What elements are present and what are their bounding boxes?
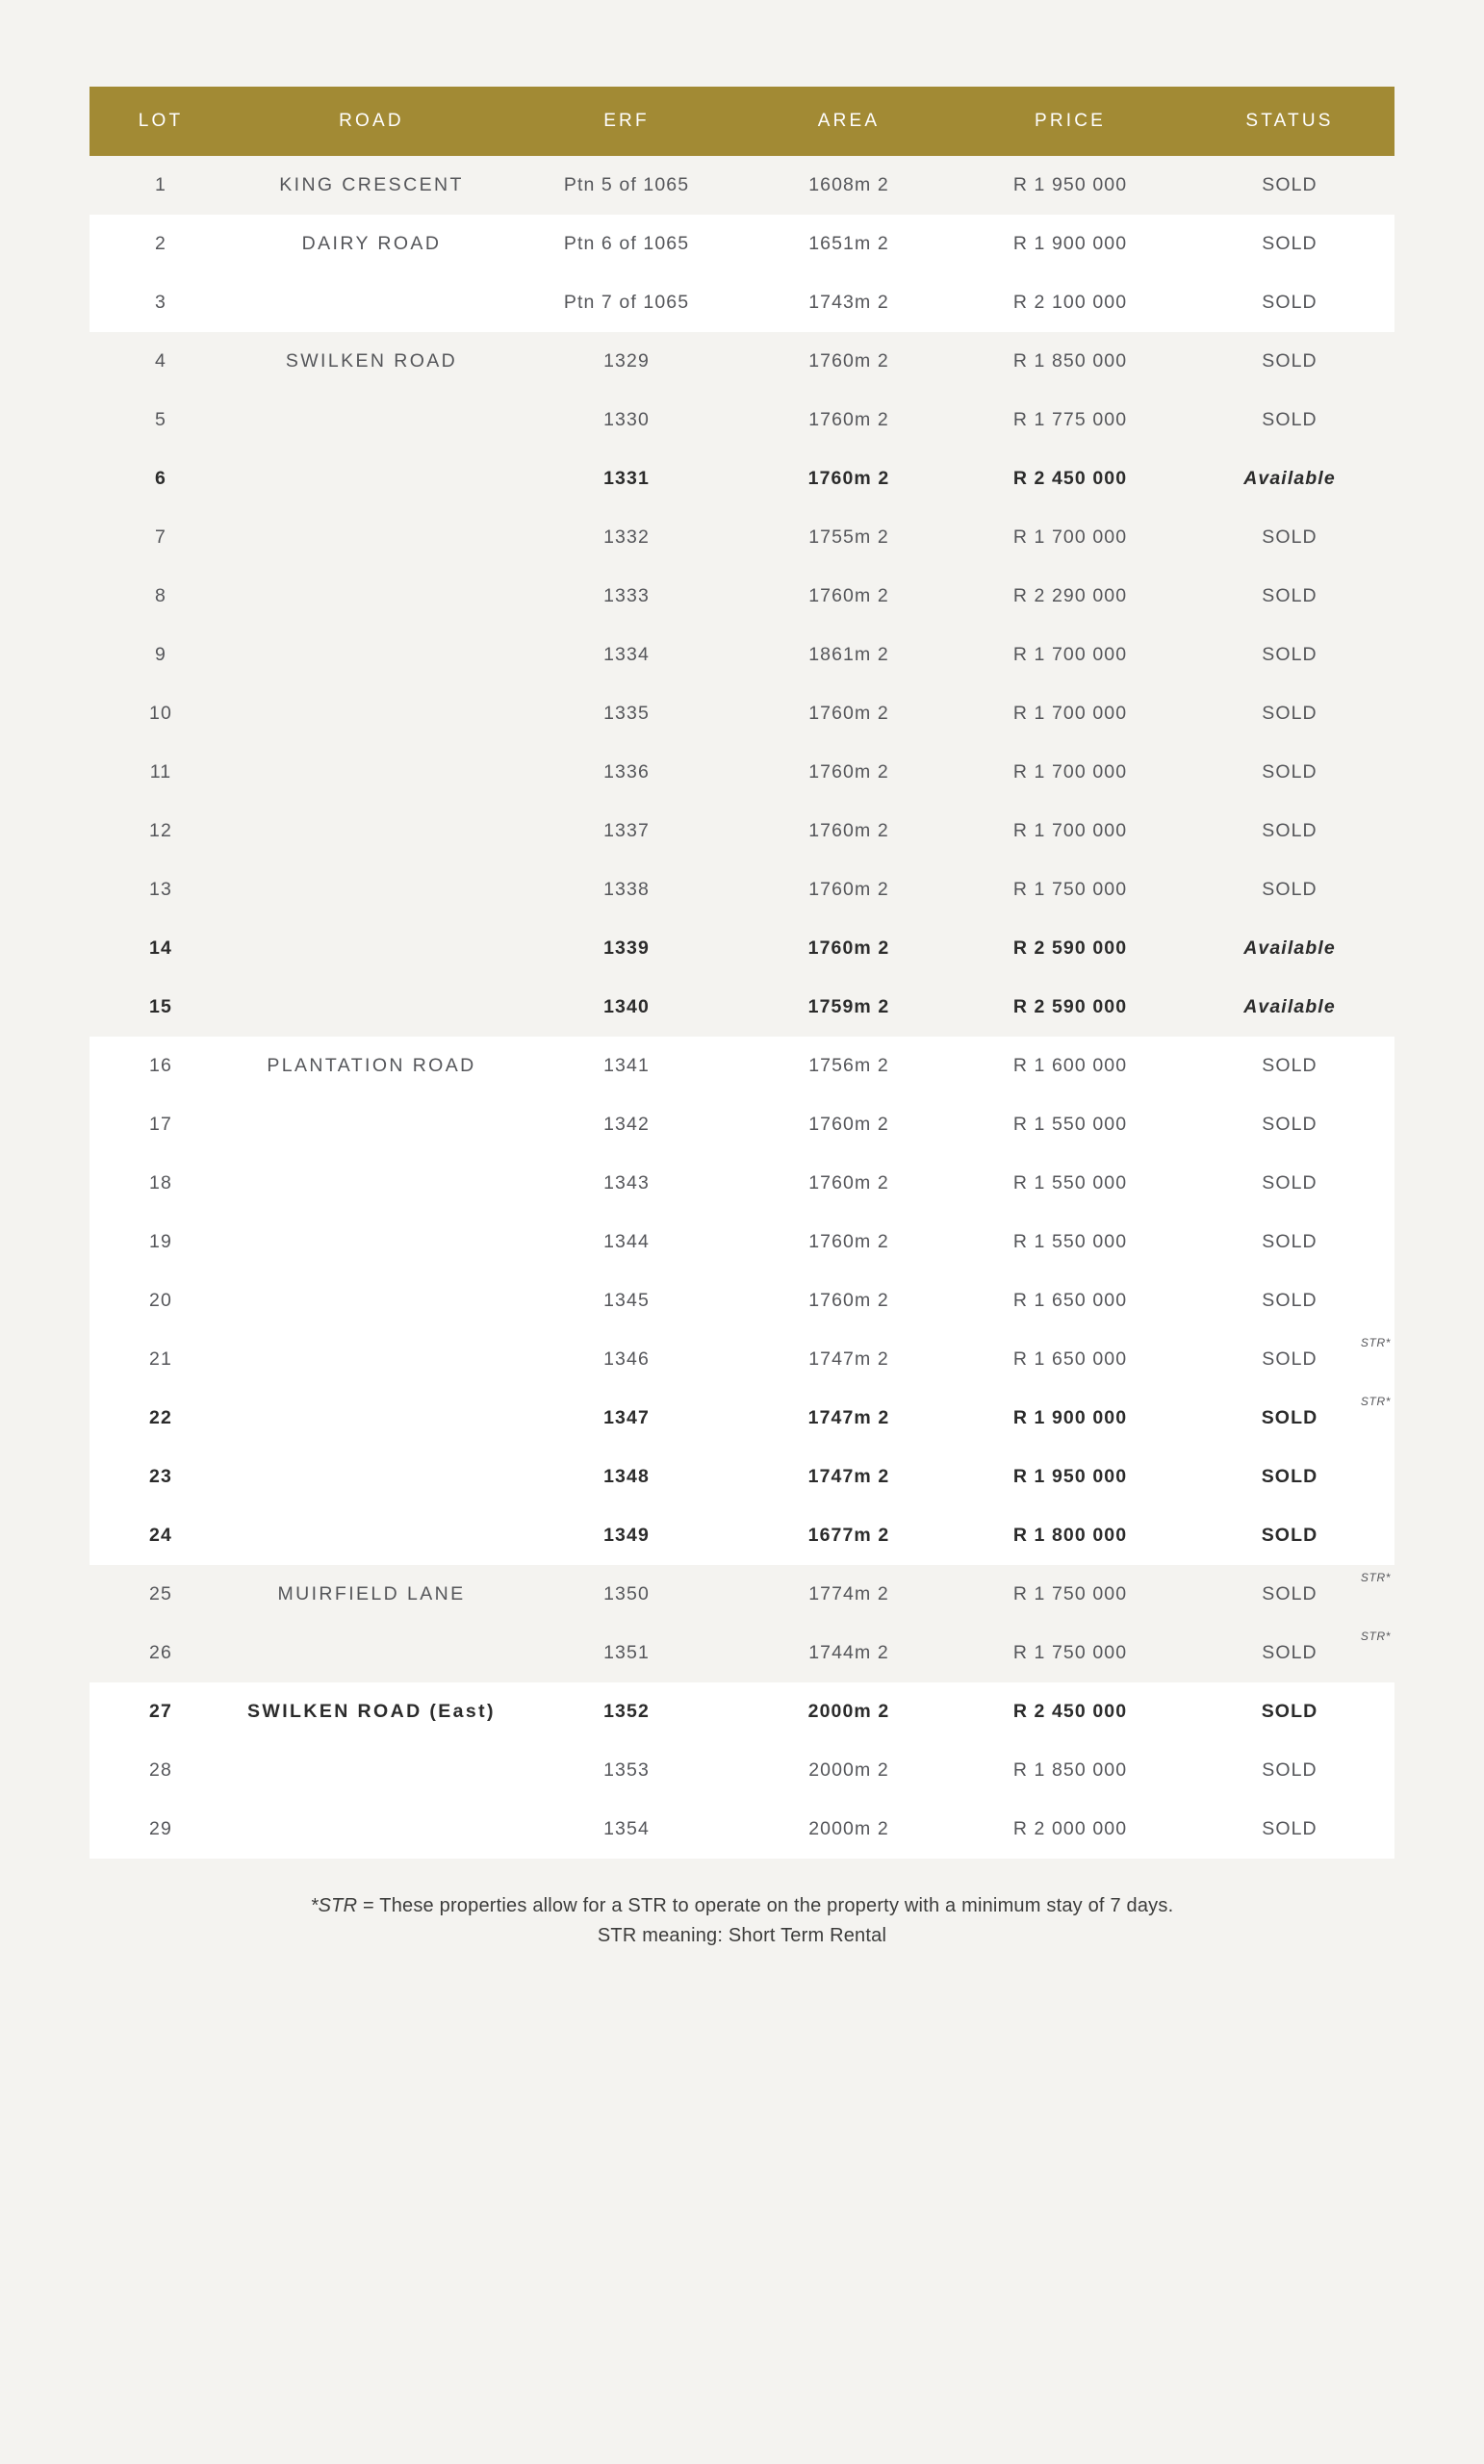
cell-road	[232, 1154, 511, 1213]
cell-area: 1747m 2	[742, 1330, 956, 1389]
str-marker: STR*	[1360, 1336, 1391, 1349]
cell-erf: 1334	[511, 626, 742, 684]
table-row	[90, 1682, 1394, 1741]
cell-lot: 17	[90, 1095, 232, 1154]
cell-status: SOLD	[1185, 860, 1394, 919]
cell-road	[232, 802, 511, 860]
cell-road	[232, 684, 511, 743]
table-row	[90, 919, 1394, 978]
cell-price: R 1 550 000	[956, 1213, 1185, 1271]
cell-lot: 16	[90, 1037, 232, 1095]
cell-erf: 1338	[511, 860, 742, 919]
cell-price: R 1 850 000	[956, 1741, 1185, 1800]
cell-road	[232, 1271, 511, 1330]
cell-status: Available	[1185, 978, 1394, 1037]
cell-lot: 14	[90, 919, 232, 978]
cell-lot: 5	[90, 391, 232, 449]
cell-erf: 1351	[511, 1624, 742, 1682]
table-row	[90, 860, 1394, 919]
table-row	[90, 508, 1394, 567]
table-row	[90, 1448, 1394, 1506]
lot-price-table	[90, 87, 1394, 1859]
cell-area: 1759m 2	[742, 978, 956, 1037]
table-header	[90, 87, 1394, 156]
cell-area: 1760m 2	[742, 449, 956, 508]
cell-price: R 1 850 000	[956, 332, 1185, 391]
table-row	[90, 567, 1394, 626]
cell-road	[232, 1330, 511, 1389]
cell-road: SWILKEN ROAD (East)	[232, 1682, 511, 1741]
table-row	[90, 1741, 1394, 1800]
cell-lot: 8	[90, 567, 232, 626]
table-row	[90, 1213, 1394, 1271]
cell-status: SOLD	[1185, 1095, 1394, 1154]
cell-status: SOLD	[1185, 1271, 1394, 1330]
table-row	[90, 1389, 1394, 1448]
cell-area: 1608m 2	[742, 156, 956, 215]
cell-lot: 1	[90, 156, 232, 215]
cell-area: 1861m 2	[742, 626, 956, 684]
cell-status: SOLD	[1185, 1506, 1394, 1565]
cell-lot: 6	[90, 449, 232, 508]
cell-status: SOLD	[1185, 391, 1394, 449]
cell-price: R 1 750 000	[956, 860, 1185, 919]
cell-erf: 1341	[511, 1037, 742, 1095]
cell-erf: 1339	[511, 919, 742, 978]
cell-price: R 1 700 000	[956, 743, 1185, 802]
cell-price: R 2 450 000	[956, 1682, 1185, 1741]
cell-lot: 7	[90, 508, 232, 567]
cell-lot: 24	[90, 1506, 232, 1565]
cell-status: SOLD	[1185, 1154, 1394, 1213]
cell-erf: 1354	[511, 1800, 742, 1859]
cell-road	[232, 743, 511, 802]
cell-area: 1760m 2	[742, 391, 956, 449]
cell-erf: 1340	[511, 978, 742, 1037]
cell-price: R 2 450 000	[956, 449, 1185, 508]
cell-status: SOLD	[1185, 332, 1394, 391]
table-row	[90, 391, 1394, 449]
column-header-road: ROAD	[232, 87, 511, 156]
cell-area: 1760m 2	[742, 860, 956, 919]
cell-road: MUIRFIELD LANE	[232, 1565, 511, 1624]
cell-status: SOLD	[1185, 508, 1394, 567]
footnote-line-1	[90, 1891, 1394, 1921]
table-row	[90, 332, 1394, 391]
cell-area: 1756m 2	[742, 1037, 956, 1095]
table-row	[90, 1330, 1394, 1389]
cell-erf: 1337	[511, 802, 742, 860]
cell-area: 1743m 2	[742, 273, 956, 332]
cell-road	[232, 978, 511, 1037]
cell-price: R 1 600 000	[956, 1037, 1185, 1095]
cell-area: 2000m 2	[742, 1800, 956, 1859]
column-header-lot: LOT	[90, 87, 232, 156]
cell-status: SOLD	[1185, 743, 1394, 802]
column-header-status: STATUS	[1185, 87, 1394, 156]
cell-erf: 1346	[511, 1330, 742, 1389]
cell-status: Available	[1185, 449, 1394, 508]
cell-lot: 12	[90, 802, 232, 860]
cell-status: SOLD	[1185, 156, 1394, 215]
table-body	[90, 156, 1394, 1859]
cell-status: SOLD	[1185, 1037, 1394, 1095]
cell-erf: Ptn 5 of 1065	[511, 156, 742, 215]
cell-road	[232, 919, 511, 978]
table-row	[90, 684, 1394, 743]
cell-area: 1677m 2	[742, 1506, 956, 1565]
cell-lot: 27	[90, 1682, 232, 1741]
footnote-text-1: = These properties allow for a STR to operate on the property with a minimum stay of 7 days.	[357, 1895, 1174, 1916]
cell-erf: Ptn 6 of 1065	[511, 215, 742, 273]
table-row	[90, 1624, 1394, 1682]
cell-area: 1760m 2	[742, 1271, 956, 1330]
cell-status: SOLD	[1185, 684, 1394, 743]
table-row	[90, 626, 1394, 684]
str-marker: STR*	[1360, 1571, 1391, 1584]
cell-erf: Ptn 7 of 1065	[511, 273, 742, 332]
cell-status: SOLD	[1185, 802, 1394, 860]
cell-road	[232, 273, 511, 332]
cell-road: SWILKEN ROAD	[232, 332, 511, 391]
cell-area: 1744m 2	[742, 1624, 956, 1682]
cell-erf: 1348	[511, 1448, 742, 1506]
cell-erf: 1349	[511, 1506, 742, 1565]
cell-erf: 1329	[511, 332, 742, 391]
cell-price: R 1 550 000	[956, 1095, 1185, 1154]
cell-erf: 1343	[511, 1154, 742, 1213]
cell-erf: 1350	[511, 1565, 742, 1624]
cell-lot: 15	[90, 978, 232, 1037]
cell-road	[232, 1095, 511, 1154]
cell-lot: 19	[90, 1213, 232, 1271]
cell-road: KING CRESCENT	[232, 156, 511, 215]
cell-lot: 10	[90, 684, 232, 743]
cell-area: 1651m 2	[742, 215, 956, 273]
cell-status: SOLD	[1185, 1213, 1394, 1271]
cell-status: SOLD	[1185, 1682, 1394, 1741]
cell-price: R 1 700 000	[956, 684, 1185, 743]
cell-price: R 2 100 000	[956, 273, 1185, 332]
cell-status: SOLD	[1185, 1448, 1394, 1506]
cell-erf: 1336	[511, 743, 742, 802]
cell-price: R 1 750 000	[956, 1624, 1185, 1682]
cell-road	[232, 567, 511, 626]
table-row	[90, 273, 1394, 332]
cell-price: R 2 590 000	[956, 919, 1185, 978]
cell-price: R 1 650 000	[956, 1330, 1185, 1389]
cell-price: R 1 700 000	[956, 802, 1185, 860]
table-row	[90, 1095, 1394, 1154]
cell-road	[232, 1213, 511, 1271]
cell-road	[232, 508, 511, 567]
cell-road	[232, 391, 511, 449]
table-row	[90, 1271, 1394, 1330]
cell-price: R 1 900 000	[956, 215, 1185, 273]
cell-price: R 1 700 000	[956, 626, 1185, 684]
cell-erf: 1345	[511, 1271, 742, 1330]
cell-area: 1755m 2	[742, 508, 956, 567]
cell-status: SOLD STR*	[1185, 1624, 1394, 1682]
cell-road	[232, 1800, 511, 1859]
cell-area: 1747m 2	[742, 1389, 956, 1448]
cell-erf: 1352	[511, 1682, 742, 1741]
cell-lot: 22	[90, 1389, 232, 1448]
cell-area: 1747m 2	[742, 1448, 956, 1506]
cell-price: R 1 800 000	[956, 1506, 1185, 1565]
cell-status: SOLD	[1185, 567, 1394, 626]
column-header-area: AREA	[742, 87, 956, 156]
cell-status: Available	[1185, 919, 1394, 978]
cell-lot: 9	[90, 626, 232, 684]
cell-road: PLANTATION ROAD	[232, 1037, 511, 1095]
cell-price: R 1 950 000	[956, 156, 1185, 215]
cell-erf: 1331	[511, 449, 742, 508]
table-header-row	[90, 87, 1394, 156]
table-row	[90, 215, 1394, 273]
cell-area: 1760m 2	[742, 1095, 956, 1154]
cell-price: R 1 700 000	[956, 508, 1185, 567]
cell-status: SOLD	[1185, 626, 1394, 684]
cell-area: 1760m 2	[742, 919, 956, 978]
column-header-price: PRICE	[956, 87, 1185, 156]
cell-lot: 21	[90, 1330, 232, 1389]
table-row	[90, 802, 1394, 860]
cell-lot: 18	[90, 1154, 232, 1213]
cell-road: DAIRY ROAD	[232, 215, 511, 273]
cell-erf: 1344	[511, 1213, 742, 1271]
str-marker: STR*	[1360, 1395, 1391, 1408]
table-row	[90, 449, 1394, 508]
cell-erf: 1332	[511, 508, 742, 567]
column-header-erf: ERF	[511, 87, 742, 156]
cell-area: 2000m 2	[742, 1682, 956, 1741]
cell-price: R 1 550 000	[956, 1154, 1185, 1213]
footnote	[90, 1891, 1394, 1951]
cell-status: SOLD STR*	[1185, 1565, 1394, 1624]
cell-road	[232, 1741, 511, 1800]
cell-area: 1760m 2	[742, 567, 956, 626]
cell-status: SOLD	[1185, 273, 1394, 332]
cell-area: 1760m 2	[742, 1154, 956, 1213]
cell-price: R 1 775 000	[956, 391, 1185, 449]
footnote-marker: *STR	[310, 1895, 358, 1916]
table-row	[90, 1800, 1394, 1859]
cell-lot: 20	[90, 1271, 232, 1330]
cell-lot: 23	[90, 1448, 232, 1506]
cell-road	[232, 1506, 511, 1565]
table-row	[90, 1037, 1394, 1095]
cell-area: 2000m 2	[742, 1741, 956, 1800]
cell-price: R 1 750 000	[956, 1565, 1185, 1624]
cell-price: R 1 950 000	[956, 1448, 1185, 1506]
cell-status: SOLD STR*	[1185, 1330, 1394, 1389]
cell-erf: 1335	[511, 684, 742, 743]
table-row	[90, 978, 1394, 1037]
footnote-line-2: STR meaning: Short Term Rental	[597, 1925, 887, 1946]
cell-erf: 1353	[511, 1741, 742, 1800]
table-row	[90, 156, 1394, 215]
cell-status: SOLD	[1185, 1800, 1394, 1859]
cell-road	[232, 1389, 511, 1448]
cell-road	[232, 860, 511, 919]
cell-status: SOLD	[1185, 215, 1394, 273]
cell-road	[232, 1624, 511, 1682]
cell-lot: 2	[90, 215, 232, 273]
cell-erf: 1342	[511, 1095, 742, 1154]
cell-price: R 2 000 000	[956, 1800, 1185, 1859]
table-row	[90, 1565, 1394, 1624]
cell-lot: 26	[90, 1624, 232, 1682]
cell-price: R 2 590 000	[956, 978, 1185, 1037]
cell-area: 1760m 2	[742, 802, 956, 860]
table-row	[90, 1154, 1394, 1213]
cell-price: R 1 900 000	[956, 1389, 1185, 1448]
cell-area: 1760m 2	[742, 743, 956, 802]
cell-area: 1774m 2	[742, 1565, 956, 1624]
cell-erf: 1347	[511, 1389, 742, 1448]
cell-status: SOLD	[1185, 1741, 1394, 1800]
cell-lot: 29	[90, 1800, 232, 1859]
cell-road	[232, 1448, 511, 1506]
cell-status: SOLD STR*	[1185, 1389, 1394, 1448]
cell-lot: 11	[90, 743, 232, 802]
cell-lot: 3	[90, 273, 232, 332]
cell-area: 1760m 2	[742, 332, 956, 391]
cell-road	[232, 626, 511, 684]
cell-lot: 13	[90, 860, 232, 919]
table-row	[90, 1506, 1394, 1565]
cell-erf: 1330	[511, 391, 742, 449]
cell-erf: 1333	[511, 567, 742, 626]
cell-price: R 1 650 000	[956, 1271, 1185, 1330]
str-marker: STR*	[1360, 1630, 1391, 1643]
cell-price: R 2 290 000	[956, 567, 1185, 626]
cell-lot: 4	[90, 332, 232, 391]
table-row	[90, 743, 1394, 802]
cell-area: 1760m 2	[742, 1213, 956, 1271]
cell-lot: 25	[90, 1565, 232, 1624]
cell-road	[232, 449, 511, 508]
cell-lot: 28	[90, 1741, 232, 1800]
cell-area: 1760m 2	[742, 684, 956, 743]
